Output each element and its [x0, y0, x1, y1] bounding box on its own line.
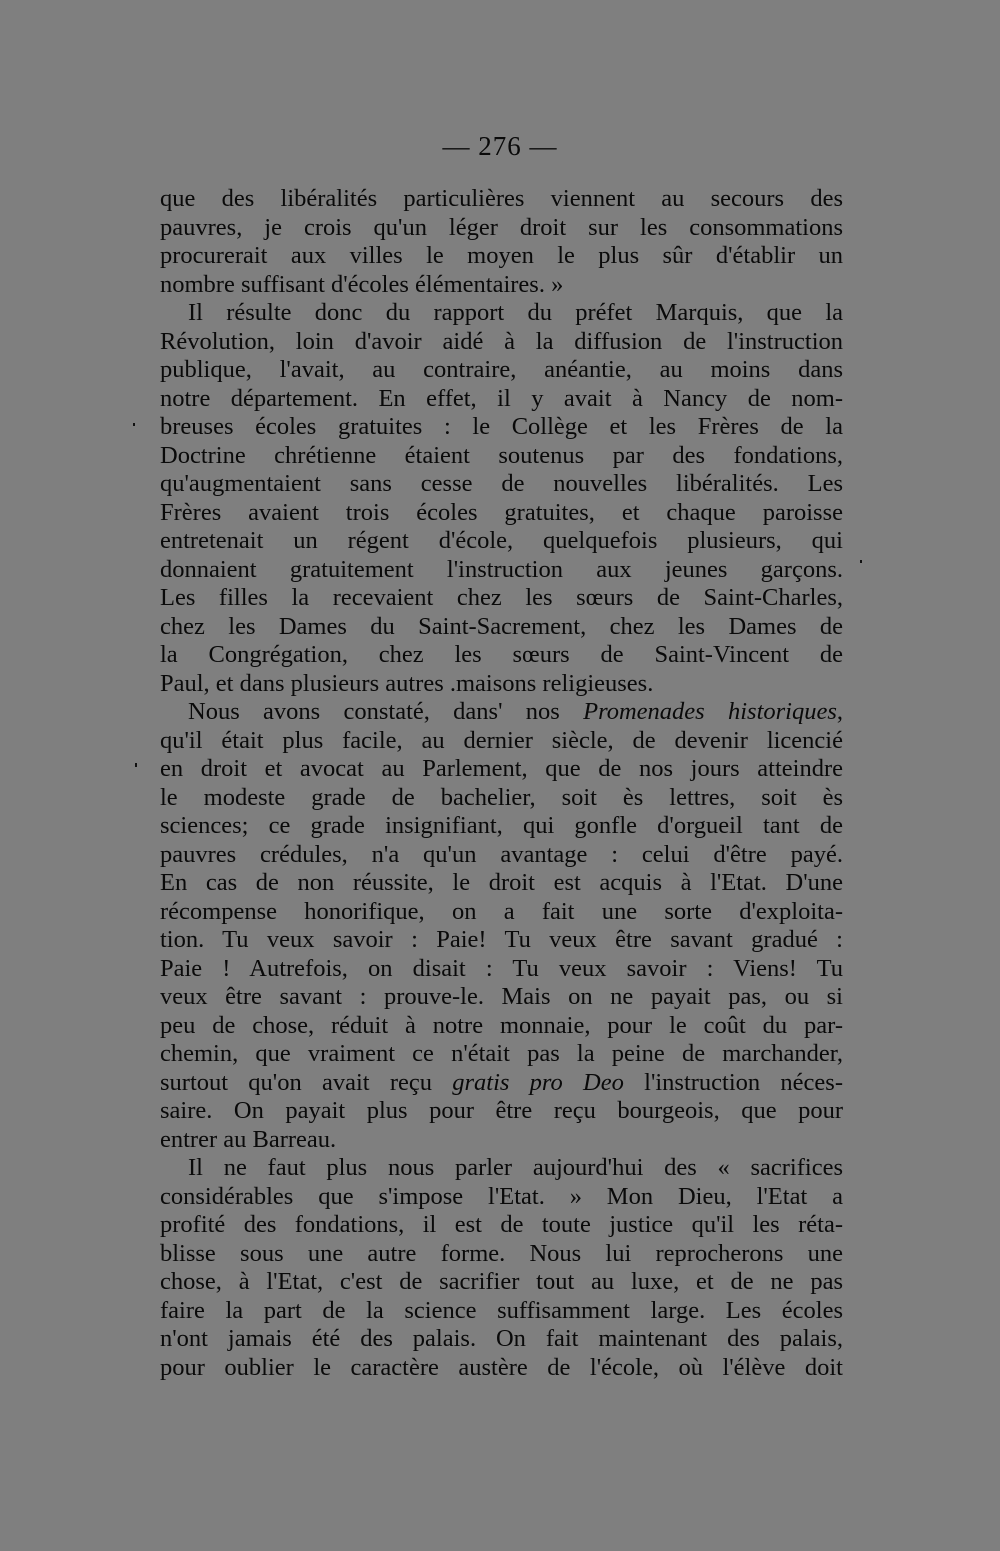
text-segment: blisse sous une autre forme. Nous lui reprocherons une [160, 1239, 843, 1267]
text-segment: veux être savant : prouve-le. Mais on ne payait pas, ou si [160, 983, 843, 1010]
text-line [160, 527, 843, 556]
text-line [160, 755, 843, 784]
text-line [160, 898, 843, 927]
text-line [160, 413, 843, 442]
text-segment: , [836, 698, 844, 725]
text-line [160, 784, 843, 813]
text-line [160, 812, 843, 841]
text-line [160, 470, 843, 499]
text-line [160, 869, 843, 898]
text-segment: profité des fondations, il est de toute justice qu'il les réta- [160, 1211, 843, 1238]
text-segment: donnaient gratuitement l'instruction aux jeunes garçons. [160, 555, 843, 583]
text-line [160, 1325, 843, 1354]
text-line [160, 356, 843, 385]
text-segment: considérables que s'impose l'Etat. » Mon Dieu, l'Etat a [160, 1182, 843, 1210]
text-line [160, 983, 843, 1012]
text-segment: tion. Tu veux savoir : Paie! Tu veux être savant gradué : [160, 926, 843, 953]
text-line [160, 556, 843, 585]
text-line [160, 955, 843, 984]
text-segment: Nous avons constaté, dans' nos [188, 698, 584, 725]
text-line [160, 727, 843, 756]
text-segment: Révolution, loin d'avoir aidé à la diffusion de l'instruction [160, 327, 843, 355]
text-segment: Les filles la recevaient chez les sœurs de Saint-Charles, [160, 584, 843, 611]
text-line [160, 299, 843, 328]
margin-speck [135, 763, 137, 767]
text-segment: faire la part de la science suffisamment large. Les écoles [160, 1296, 843, 1324]
text-segment: breuses écoles gratuites : le Collège et les Frères de la [160, 413, 843, 440]
text-line [160, 1097, 843, 1126]
text-segment: la Congrégation, chez les sœurs de Saint-Vincent de [160, 641, 843, 668]
text-segment: que des libéralités particulières viennent au secours des [160, 185, 843, 212]
text-line [160, 584, 843, 613]
text-segment: pauvres crédules, n'a qu'un avantage : celui d'être payé. [160, 840, 843, 868]
text-line [160, 499, 843, 528]
text-segment: Paul, et dans plusieurs autres .maisons religieuses. [160, 669, 654, 697]
page-number: — 276 — [442, 131, 558, 161]
text-segment: pauvres, je crois qu'un léger droit sur les consommations [160, 213, 843, 241]
text-segment: Il ne faut plus nous parler aujourd'hui des « sacrifices [188, 1154, 843, 1181]
text-line [160, 1268, 843, 1297]
text-line [160, 214, 843, 243]
text-line [160, 328, 843, 357]
text-line [160, 1069, 843, 1098]
text-segment: chez les Dames du Saint-Sacrement, chez les Dames de [160, 612, 843, 640]
text-segment: qu'augmentaient sans cesse de nouvelles libéralités. Les [160, 470, 843, 497]
text-segment: pour oublier le caractère austère de l'école, où l'élève doit [160, 1353, 843, 1381]
text-segment: peu de chose, réduit à notre monnaie, pour le coût du par- [160, 1011, 843, 1039]
text-line [160, 1154, 843, 1183]
text-segment: En cas de non réussite, le droit est acquis à l'Etat. D'une [160, 869, 843, 896]
text-line [160, 670, 843, 699]
text-segment: Il résulte donc du rapport du préfet Marquis, que la [188, 299, 843, 326]
text-segment: le modeste grade de bachelier, soit ès lettres, soit ès [160, 783, 843, 811]
text-segment: récompense honorifique, on a fait une sorte d'exploita- [160, 897, 843, 925]
text-segment: Paie ! Autrefois, on disait : Tu veux savoir : Viens! Tu [160, 954, 843, 982]
text-segment: procurerait aux villes le moyen le plus sûr d'établir un [160, 242, 843, 269]
text-segment: surtout qu'on avait reçu [160, 1068, 453, 1096]
text-segment: saire. On payait plus pour être reçu bourgeois, que pour [160, 1097, 843, 1124]
text-line [160, 1126, 843, 1155]
text-segment: chose, à l'Etat, c'est de sacrifier tout au luxe, et de ne pas [160, 1268, 843, 1295]
text-line [160, 242, 843, 271]
text-line [160, 613, 843, 642]
text-line [160, 271, 843, 300]
text-line [160, 1183, 843, 1212]
italic-text: gratis pro Deo [452, 1068, 624, 1096]
text-segment: l'instruction néces- [623, 1068, 843, 1096]
text-segment: n'ont jamais été des palais. On fait maintenant des palais, [160, 1325, 843, 1352]
text-line [160, 1012, 843, 1041]
margin-speck [133, 423, 135, 426]
text-segment: qu'il était plus facile, au dernier siècle, de devenir licencié [160, 726, 843, 754]
text-segment: entrer au Barreau. [160, 1125, 337, 1153]
text-segment: en droit et avocat au Parlement, que de nos jours atteindre [160, 755, 843, 782]
text-segment: entretenait un régent d'école, quelquefois plusieurs, qui [160, 527, 843, 554]
text-line [160, 841, 843, 870]
text-line [160, 1240, 843, 1269]
text-segment: publique, l'avait, au contraire, anéantie, au moins dans [160, 356, 843, 383]
text-segment: notre département. En effet, il y avait à Nancy de nom- [160, 384, 843, 412]
body-text [160, 185, 843, 1382]
text-line [160, 698, 843, 727]
text-line [160, 1297, 843, 1326]
italic-text: Promenades historiques [583, 698, 837, 725]
text-segment: Doctrine chrétienne étaient soutenus par des fondations, [160, 441, 843, 469]
text-line [160, 1211, 843, 1240]
text-line [160, 185, 843, 214]
text-segment: nombre suffisant d'écoles élémentaires. » [160, 270, 564, 298]
text-segment: chemin, que vraiment ce n'était pas la peine de marchander, [160, 1040, 843, 1067]
text-line [160, 442, 843, 471]
text-line [160, 385, 843, 414]
margin-speck [860, 560, 862, 563]
text-line [160, 641, 843, 670]
text-segment: sciences; ce grade insignifiant, qui gonfle d'orgueil tant de [160, 812, 843, 839]
text-line [160, 926, 843, 955]
text-segment: Frères avaient trois écoles gratuites, et chaque paroisse [160, 498, 843, 526]
text-line [160, 1040, 843, 1069]
text-line [160, 1354, 843, 1383]
